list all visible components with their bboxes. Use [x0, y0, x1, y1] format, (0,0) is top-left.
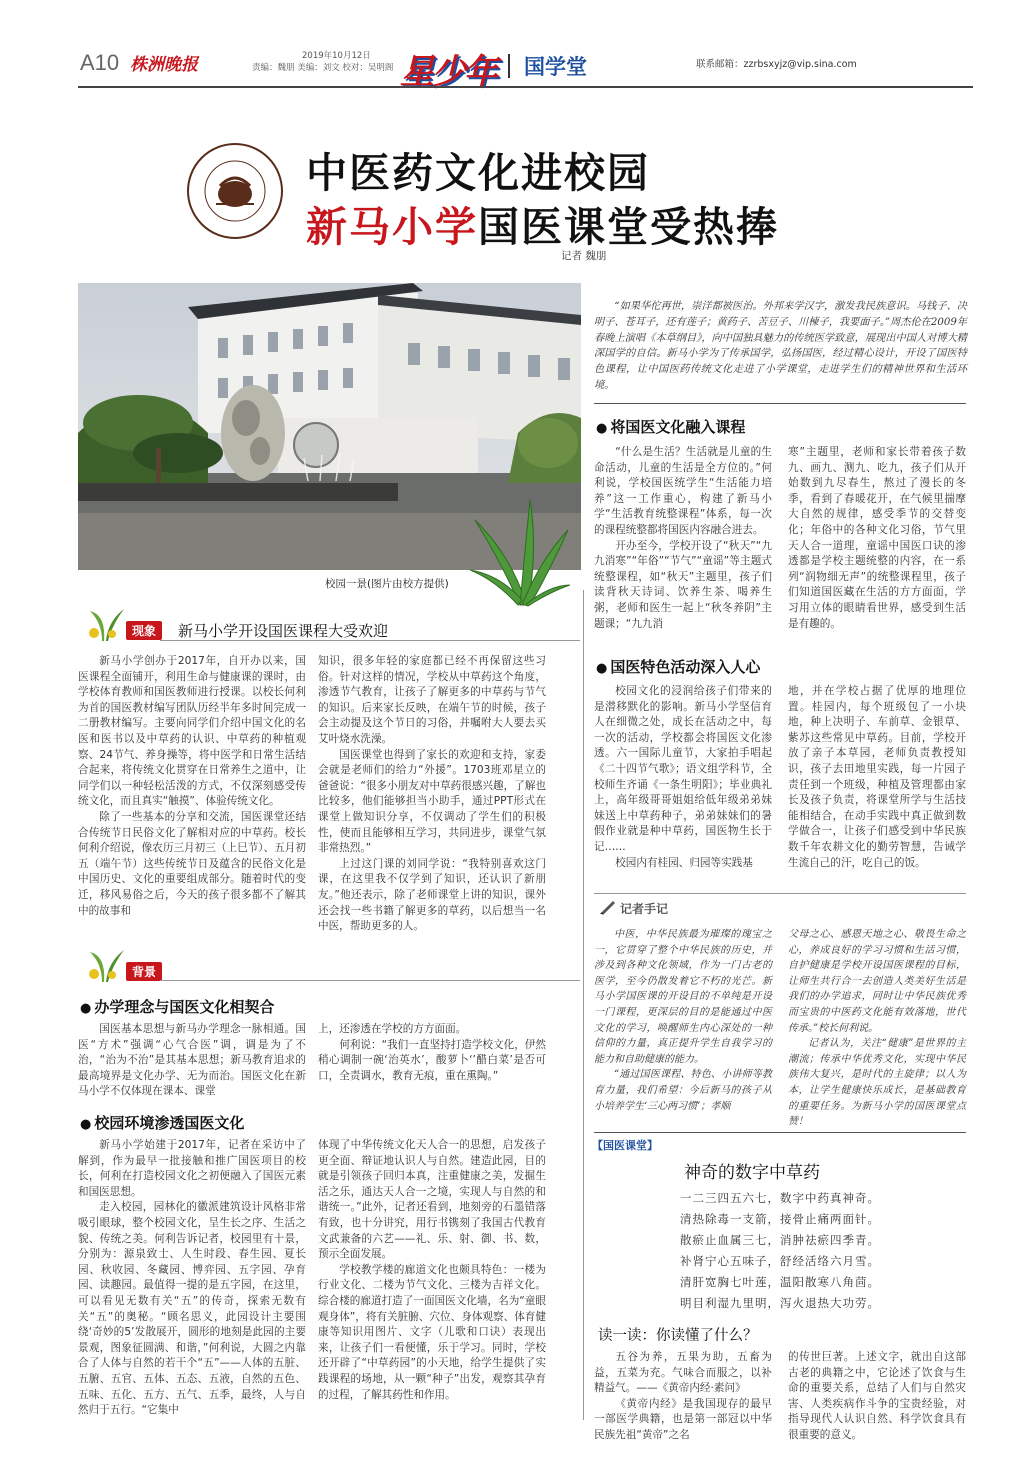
tag-background: 背景 [126, 962, 162, 981]
paragraph: 新马小学始建于2017年，记者在采访中了解到，作为最早一批接触和推广国医项目的校长，何利在打造校园文化之初便融入了国医元素和国医思想。 [78, 1139, 306, 1198]
curriculum-col2 [788, 445, 966, 632]
headline-school: 新马小学 [306, 203, 478, 251]
read-col1 [594, 1350, 772, 1444]
paper-name: 株洲晚报 [130, 55, 198, 75]
header-divider [508, 54, 510, 78]
header-rule [78, 86, 973, 88]
phenomenon-rule [160, 640, 580, 641]
paragraph: 的传世巨著。上述文字，就出自这部古老的典籍之中，它论述了饮食与生命的重要关系，总结了人们与自然灾害、人类疾病作斗争的宝贵经验，对指导现代人认识自然、科学饮食具有很重要的意义。 [788, 1351, 966, 1441]
paragraph: 五谷为养，五果为助，五畜为益，五菜为充。气味合而服之，以补精益气。——《黄帝内经·素问》 [594, 1351, 772, 1395]
paragraph: “什么是生活？生活就是儿童的生命活动，儿童的生活是全方位的。”何利说，学校国医统学生“生活能力培养”这一工作重心，构建了新马小学“生活教育统整课程”体系，每一次的课程统整都将国医内容融合进去。 [594, 446, 772, 536]
poem-line: 清热除毒一支箭，接骨止痛两面针。 [680, 1212, 880, 1226]
notes-top-rule [594, 893, 966, 894]
paragraph: 地，并在学校占据了优厚的地理位置。桂园内，每个班级包了一小块地，种上决明子、车前草、金银草、紫苏这些常见中草药。目前，学校开放了亲子本草园，老师负责教授知识，孩子去田地里实践，每一片园子责任到一个班级，种植及管理都由家长及孩子负责，将课堂所学与生活技能相结合，在动手实践中真正做到数学做合一，让孩子们感受到中华民族数千年农耕文化的勤劳智慧，告诫学生流自己的汗，吃自己的饭。 [788, 685, 966, 869]
notes-col1 [594, 927, 772, 1114]
environment-col2 [318, 1138, 546, 1403]
paragraph: “通过国医课程、特色、小讲师等教育力量，我们希望：今后新马的孩子从小培养学生‘三心两习惯’；孝顺 [594, 1069, 772, 1112]
paragraph: 校园文化的浸润给孩子们带来的是潜移默化的影响。新马小学坚信育人在细微之处，成长在活动之中，每一次的活动，学校都会将国医文化渗透。六一国际儿童节，大家拍手唱起《二十四节气歌》；语文组学科节，全校师生齐诵《一条生明阳》；毕业典礼上，高年级哥哥姐姐给低年级弟弟妹妹送上中草药种子，弟弟妹妹们的暑假作业就是种中草药，国医物生长于记…… [594, 685, 772, 853]
subhead-activities: ● 国医特色活动深入人心 [596, 656, 760, 677]
paragraph: 父母之心、感恩天地之心、敬畏生命之心，养成良好的学习习惯和生活习惯，自护健康是学校开设国医课程的目标，让师生共行合一去创造人类美好生活是我们的办学追求，同时让中华民族优秀而宝贵的中医药文化能有效落地，世代传承。”校长何利说。 [788, 929, 966, 1034]
school-logo-text [190, 146, 280, 147]
paragraph: 记者认为，关注“健康”是世界的主潮流；传承中华优秀文化，实现中华民族伟大复兴，是时代的主旋律；以人为本，让学生健康快乐成长，是基础教育的重要任务。为新马小学的国医课堂点赞！ [788, 1038, 966, 1128]
curriculum-col1 [594, 445, 772, 632]
poem-block [680, 1188, 966, 1314]
notes-tag: 记者手记 [620, 902, 669, 916]
paragraph: 上过这门课的刘同学说：“我特别喜欢这门课，在这里我不仅学到了知识，还认识了新朋友。”他还表示，除了老师课堂上讲的知识，课外还会找一些书籍了解更多的草药，以后想当一名中医，帮助更多的人。 [318, 857, 546, 933]
philosophy-col2 [318, 1022, 546, 1084]
read-title: 读一读：你读懂了什么？ [598, 1328, 758, 1344]
page-header [0, 0, 1031, 100]
photo-caption: 校园一景(图片由校方提供) [325, 578, 449, 590]
editor-credits: 责编：魏朋 美编：刘文 校对：吴明阁 [252, 63, 394, 73]
brand-logo: 星少年 [400, 52, 496, 92]
phenomenon-title: 新马小学开设国医课程大受欢迎 [178, 622, 389, 640]
paragraph: 上，还渗透在学校的方方面面。 [318, 1023, 467, 1035]
issue-date: 2019年10月12日 [302, 51, 371, 61]
headline-line1: 中医药文化进校园 [306, 149, 650, 197]
activities-col2 [788, 684, 966, 871]
poem-line: 补肾宁心五味子，舒经活络六月雪。 [680, 1254, 880, 1268]
phenomenon-col1 [78, 654, 306, 919]
tag-phenomenon: 现象 [126, 621, 162, 640]
paragraph: 开办至今，学校开设了“秋天”“九九消寒”“年俗”“节气”“童谣”等主题式统整课程，如“秋天”主题里，孩子们读背秋天诗词、饮养生茶、喝养生粥，老师和医生一起上“秋冬养阴”主题课；“九九消 [594, 539, 772, 630]
philosophy-col1 [78, 1022, 306, 1100]
poem-line: 清肝宽胸七叶莲，温阳散寒八角茴。 [680, 1275, 880, 1289]
sprout-icon [80, 603, 128, 643]
poem-line: 一二三四五六七，数字中药真神奇。 [680, 1191, 880, 1205]
paragraph: 学校教学楼的廊道文化也颇具特色：一楼为行业文化、二楼为节气文化、三楼为吉祥文化。综合楼的廊道打造了一面国医文化墙，名为“童眼观身体”，将有关脏腑、穴位、身体观察、体育健康等知识用图片、文字（儿歌和口诀）表现出来，让孩子们一看便懂，乐于学习。同时，学校还开辟了“中草药园”的小天地，给学生提供了实践课程的场地，从一颗“种子”出发，观察其孕育的过程，了解其药性和作用。 [318, 1263, 546, 1401]
notes-col2 [788, 927, 966, 1130]
intro-rule [594, 403, 966, 404]
column-divider [583, 590, 584, 1420]
intro-quote: “如果华佗再世，崇洋都被医治。外邦来学汉字，激发我民族意识。马钱子、决明子、苍耳子，还有莲子；黄药子、苦豆子、川楝子，我要面子。”周杰伦在2009年春晚上演唱《本草纲目》，向中国独具魅力的传统医学致意，展现出中国人对博大精深国学的自信。新马小学为了传承国学，弘扬国医，经过精心设计，开设了国医特色课程，让中国医药传统文化走进了小学课堂，走进学生们的精神世界和生活环境。 [594, 301, 967, 391]
poem-line: 明目利湿九里明，泻火退热大功劳。 [680, 1296, 880, 1310]
column-name: 国学堂 [524, 55, 587, 79]
paragraph: 走入校园，园林化的徽派建筑设计风格非常吸引眼球，整个校园文化，呈生长之序、生活之貌、传统之美。何利告诉记者，校园里有十景，分别为：源泉致士、人生时段、春生园、夏长园、秋收园、冬藏园、博弈园、五字园、孕育园、读趣园。最值得一提的是五字园，在这里，可以看见无数有关“五”的传奇，探索无数有关“五”的奥秘。“顾名思义，此园设计主要围绕‘奇妙的5’发散展开，圆形的地刻是此园的主要景观，图象征圆满、和谐，”何利说，大圆之内靠合了人体与自然的若干个“五”——人体的五脏、五腑、五官、五体、五态、五液，自然的五色、五味、五化、五方、五气、五季，最终，人与自然归于五行。“它集中 [78, 1201, 306, 1417]
pen-icon [598, 898, 618, 916]
paragraph: 何利说：“我们一直坚持打造学校文化，伊然稍心调制一碗‘治英水’，酸萝卜‘’醋白菜’是否可口，全责调水，教育无痕，重在熏陶。” [318, 1038, 546, 1082]
headline-line2 [306, 194, 779, 253]
paragraph: 除了一些基本的分享和交流，国医课堂还结合传统节日民俗文化了解相对应的中草药。校长何利介绍说，像农历三月初三（上巳节）、五月初五（端午节）这些传统节日及蕴含的民俗文化是中国历史、文化的重要组成部分。随着时代的变迁，移风易俗之后，今天的孩子很多都不了解其中的故事和 [78, 810, 306, 917]
paragraph: 寒”主题里，老师和家长带着孩子数九、画九、测九、吃九，孩子们从开始数到九尽春生，熬过了漫长的冬季，看到了春暖花开，在气候里揣摩大自然的规律，感受季节的交替变化；年俗中的各种文化习俗，节气里天人合一道理，童谣中国医口诀的渗透都是学校主题统整的内容，在一系列“润物细无声”的统整课程里，孩子们知道国医藏在生活的方方面面，学习用立体的眼睛看世界，感受到生活是有趣的。 [788, 446, 966, 630]
environment-col1 [78, 1138, 306, 1419]
paragraph: 国医课堂也得到了家长的欢迎和支持，家委会就是老师们的给力“外援”。1703班邓星立的爸爸说：“很多小朋友对中草药很感兴趣，了解也比较多，他们能够担当小助手，通过PPT形式在课堂上做知识分享，不仅调动了学生们的积极性，使而且能够相互学习，共同进步，课堂气氛非常热烈。” [318, 748, 546, 855]
paragraph: 国医基本思想与新马办学理念一脉相通。国医“方术”强调“心气合医”调，调是为了不治，“治为不治”是其基本思想；新马教育追求的最高境界是文化办学、无为而治。国医文化在新马小学不仅体现在课本、课堂 [78, 1023, 306, 1098]
paragraph: 中医，中华民族最为璀璨的瑰宝之一，它贯穿了整个中华民族的历史，并涉及到各种文化领域，作为一门古老的医学，至今仍散发着它不朽的光芒。新马小学国医课的开设目的不单纯是开设一门课程，更深层的目的是能通过中医文化的学习，唤醒师生内心深处的一种信仰的力量，真正提升学生自我学习的能力和自助健康的能力。 [594, 929, 772, 1065]
paragraph: 知识，很多年轻的家庭都已经不再保留这些习俗。针对这样的情况，学校从中草药这个角度，渗透节气教育，让孩子了解更多的中草药与节气的知识。后来家长反映，在端午节的时候，孩子会主动提及这个节日的习俗，并嘱咐大人要去买艾叶烧水洗澡。 [318, 655, 546, 745]
subhead-environment: ● 校园环境渗透国医文化 [80, 1112, 244, 1133]
phenomenon-col2 [318, 654, 546, 935]
sprout-icon [80, 944, 128, 984]
headline-rest: 国医课堂受热捧 [478, 203, 779, 251]
poem-line: 散瘀止血属三七，消肿祛瘀四季青。 [680, 1233, 880, 1247]
classroom-rule [594, 1132, 966, 1133]
contact-email: 联系邮箱：zzrbsxyjz@vip.sina.com [696, 59, 857, 70]
classroom-tag: 【国医课堂】 [592, 1139, 658, 1152]
byline: 记者 魏朋 [561, 250, 607, 262]
paragraph: 新马小学创办于2017年，自开办以来，国医课程全面铺开，利用生命与健康课的课时，由学校体育教师和国医教师进行授课。以校长何利为首的国医教材编写团队历经半年多时间完成一二册教材编写。主要向同学们介绍中国文化的名医和医书以及中草药的认识、中草药的种植观察、24节气、养身操等，将中医学和日常生活结合起来，将传统文化贯穿在日常养生之道中，让同学们以一种轻松活泼的方式，不仅深刻感受传统文化，而且真实“触摸”、体验传统文化。 [78, 655, 306, 808]
subhead-philosophy: ● 办学理念与国医文化相契合 [80, 996, 274, 1017]
paragraph: 体现了中华传统文化天人合一的思想，启发孩子更全面、辩证地认识人与自然。建造此园，目的就是引领孩子回归本真，注重健康之美，发掘生活之乐，通达天人合一之境，实现人与自然的和谐统一。”此外，记者还看到，地刻旁的石墨错落有致，也十分讲究，用行书镌刻了我国古代教育文武兼备的六艺——礼、乐、射、御、书、数，预示全面发展。 [318, 1139, 546, 1261]
paragraph: 校园内有桂园、归园等实践基 [615, 856, 753, 869]
subhead-curriculum: ● 将国医文化融入课程 [596, 416, 745, 437]
page-number: A10 [80, 50, 120, 75]
paragraph: 《黄帝内经》是我国现存的最早一部医学典籍，也是第一部冠以中华民族先祖“黄帝”之名 [594, 1397, 772, 1441]
classroom-title: 神奇的数字中草药 [684, 1163, 820, 1183]
school-logo [186, 142, 284, 240]
activities-col1 [594, 684, 772, 871]
read-col2 [788, 1350, 966, 1444]
background-rule [160, 980, 580, 981]
aloe-illustration [470, 500, 570, 610]
